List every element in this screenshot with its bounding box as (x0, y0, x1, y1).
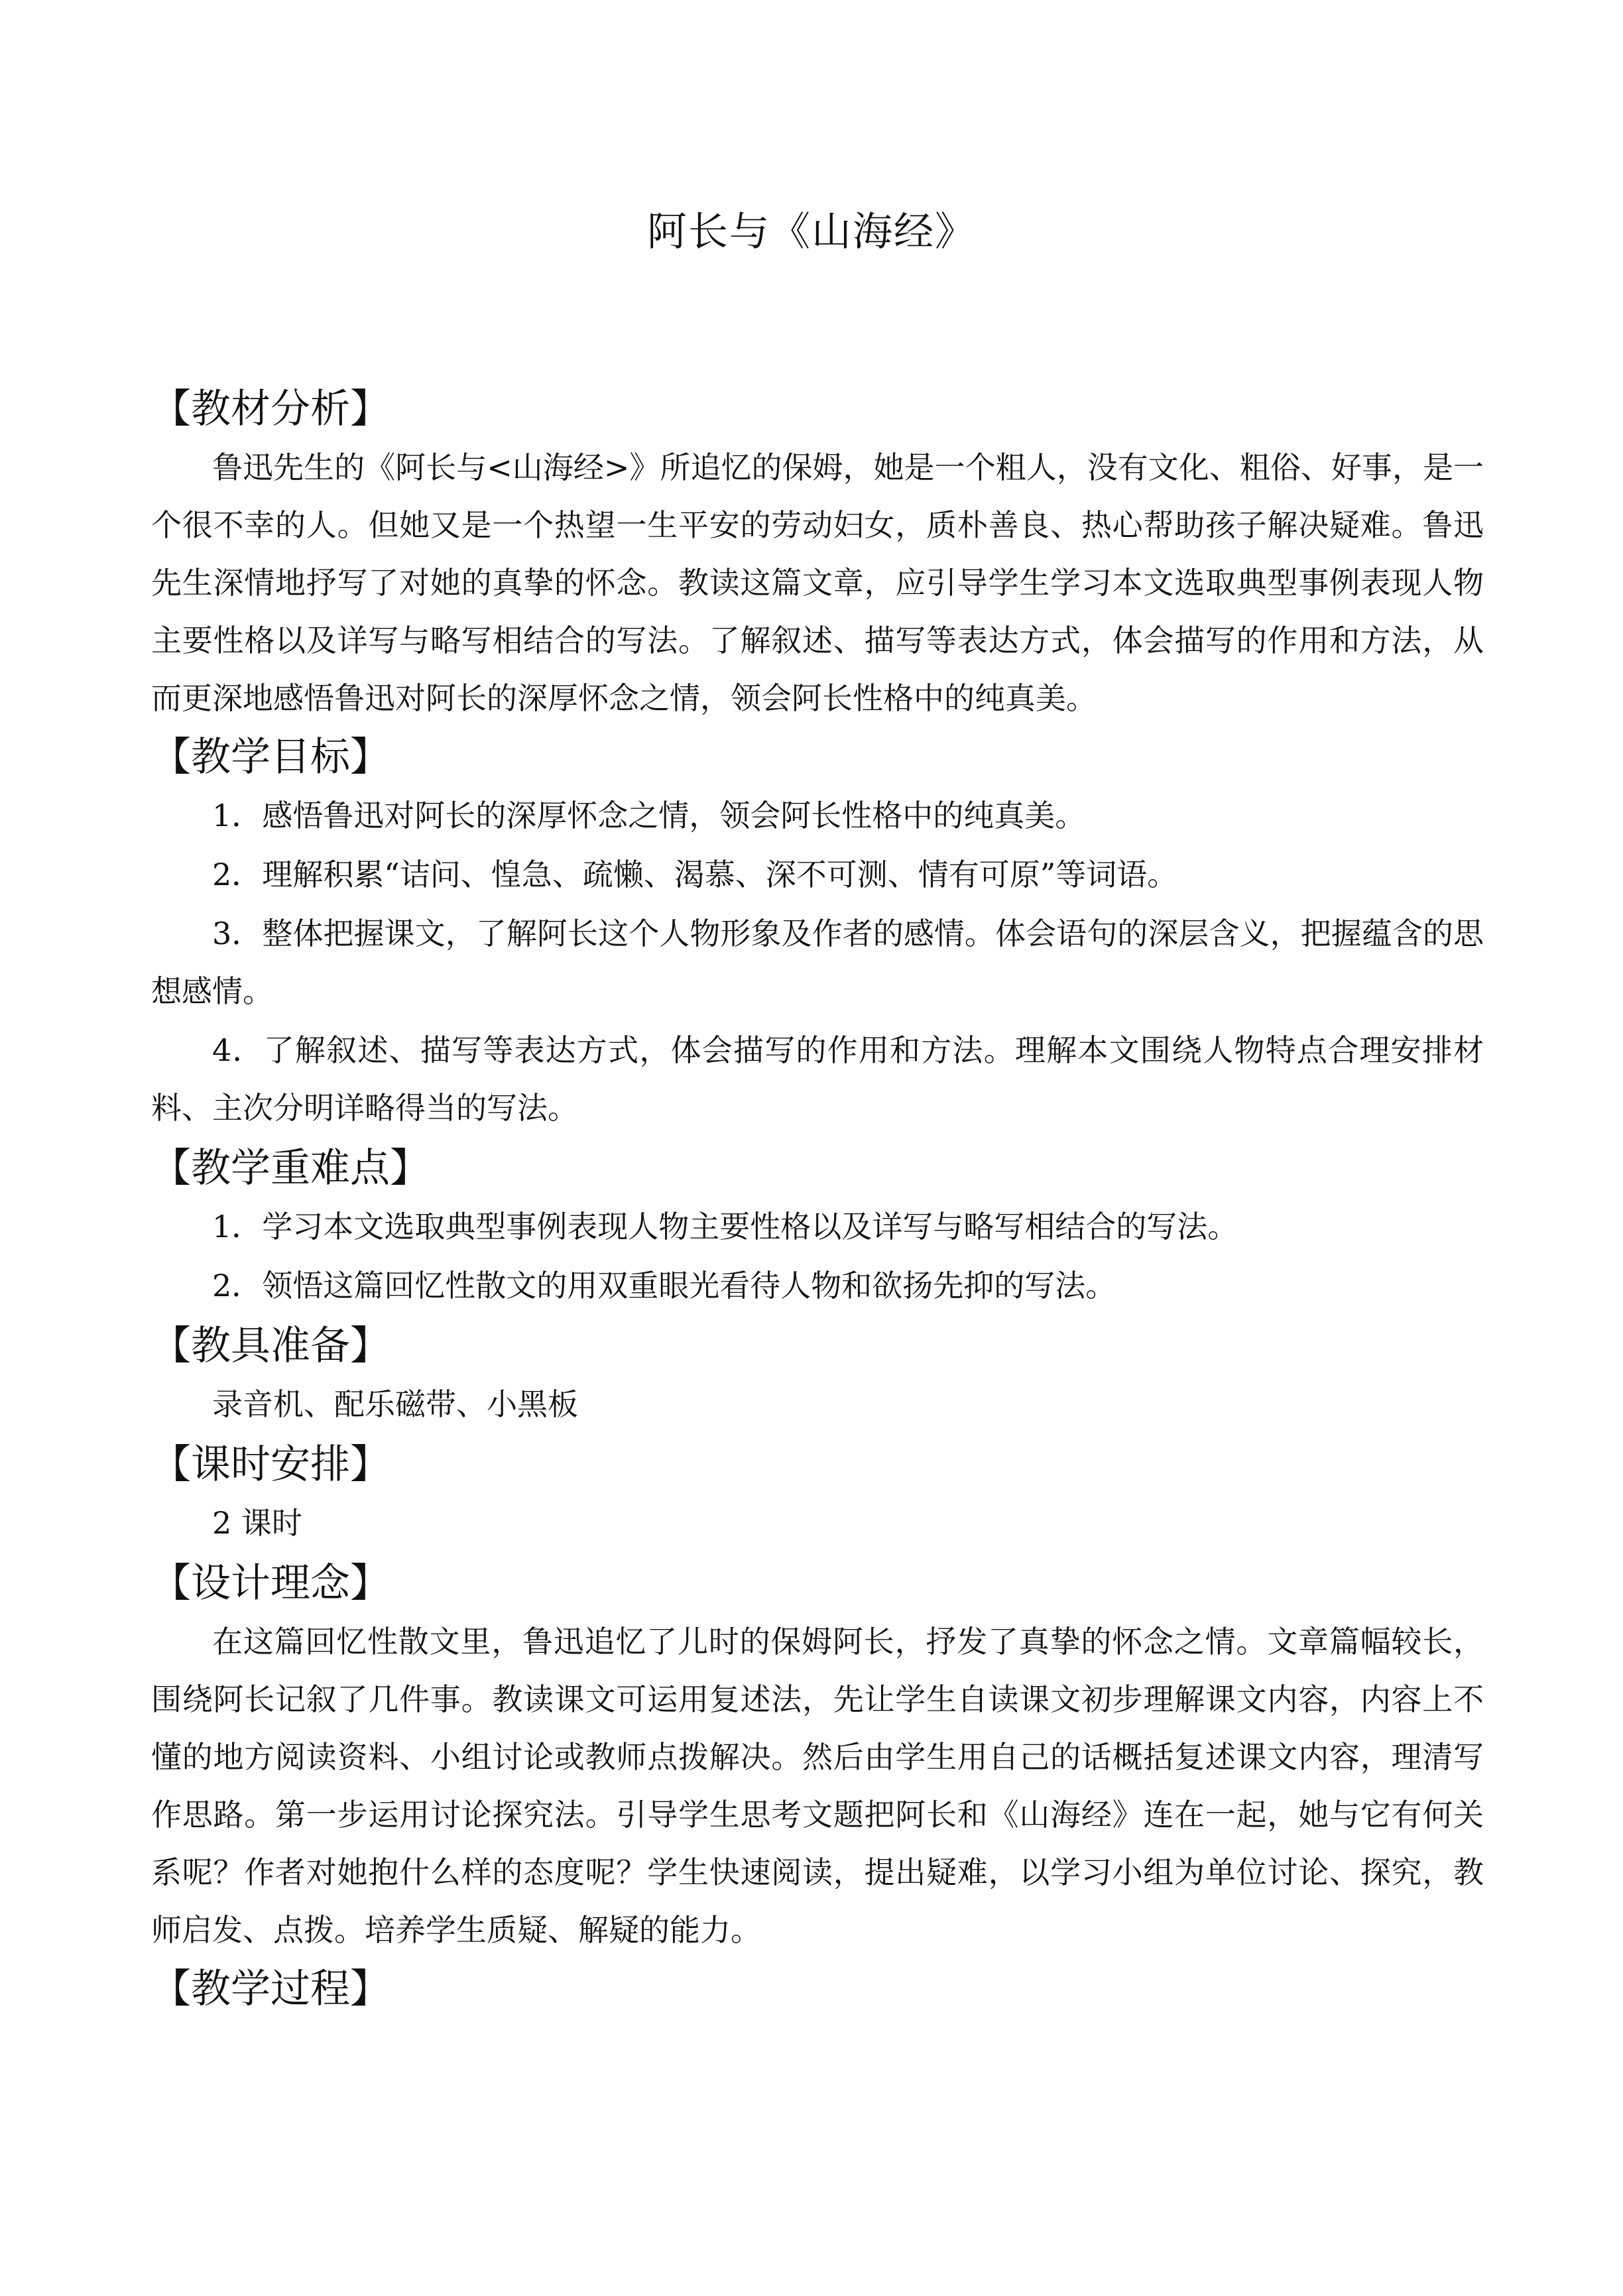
concept-paragraph: 在这篇回忆性散文里，鲁迅追忆了儿时的保姆阿长，抒发了真挚的怀念之情。文章篇幅较长，围绕阿长记叙了几件事。教读课文可运用复述法，先让学生自读课文初步理解课文内容，内容上不懂的地方阅读资料、小组讨论或教师点拨解决。然后由学生用自己的话概括复述课文内容，理清写作思路。第一步运用讨论探究法。引导学生思考文题把阿长和《山海经》连在一起，她与它有何关系呢？作者对她抱什么样的态度呢？学生快速阅读，提出疑难，以学习小组为单位讨论、探究，教师启发、点拨。培养学生质疑、解疑的能力。 (151, 1624, 1484, 1948)
section-heading-tools: 【教具准备】 (151, 1323, 390, 1369)
section-concept (151, 1553, 1484, 1959)
section-tools (151, 1316, 1484, 1433)
document-title: 阿长与《山海经》 (647, 209, 976, 255)
keypoint-item-2: 2．领悟这篇回忆性散文的用双重眼光看待人物和欲扬先抑的写法。 (212, 1268, 1116, 1303)
schedule-text: 2 课时 (212, 1505, 302, 1541)
section-schedule (151, 1435, 1484, 1552)
section-keypoints (151, 1138, 1484, 1315)
goal-item-4: 4．了解叙述、描写等表达方式，体会描写的作用和方法。理解本文围绕人物特点合理安排材料、主次分明详略得当的写法。 (151, 1032, 1484, 1126)
section-heading-keypoints: 【教学重难点】 (151, 1145, 430, 1191)
section-heading-process: 【教学过程】 (151, 1966, 390, 2012)
section-heading-analysis: 【教材分析】 (151, 386, 390, 432)
document-body (151, 379, 1484, 2019)
keypoint-item-1: 1．学习本文选取典型事例表现人物主要性格以及详写与略写相结合的写法。 (212, 1209, 1238, 1244)
section-heading-schedule: 【课时安排】 (151, 1441, 390, 1488)
section-goals (151, 727, 1484, 1137)
goal-item-1: 1．感悟鲁迅对阿长的深厚怀念之情，领会阿长性格中的纯真美。 (212, 798, 1086, 833)
analysis-paragraph: 鲁迅先生的《阿长与<山海经>》所追忆的保姆，她是一个粗人，没有文化、粗俗、好事，是一个很不幸的人。但她又是一个热望一生平安的劳动妇女，质朴善良、热心帮助孩子解决疑难。鲁迅先生深情地抒写了对她的真挚的怀念。教读这篇文章，应引导学生学习本文选取典型事例表现人物主要性格以及详写与略写相结合的写法。了解叙述、描写等表达方式，体会描写的作用和方法，从而更深地感悟鲁迅对阿长的深厚怀念之情，领会阿长性格中的纯真美。 (151, 450, 1484, 716)
goal-item-2: 2．理解积累“诘问、惶急、疏懒、渴慕、深不可测、情有可原”等词语。 (212, 857, 1178, 892)
goal-item-3: 3．整体把握课文，了解阿长这个人物形象及作者的感情。体会语句的深层含义，把握蕴含的思想感情。 (151, 916, 1484, 1009)
section-process (151, 1959, 1484, 2019)
section-heading-goals: 【教学目标】 (151, 734, 390, 780)
tools-text: 录音机、配乐磁带、小黑板 (212, 1386, 578, 1422)
section-analysis (151, 379, 1484, 727)
section-heading-concept: 【设计理念】 (151, 1560, 390, 1606)
